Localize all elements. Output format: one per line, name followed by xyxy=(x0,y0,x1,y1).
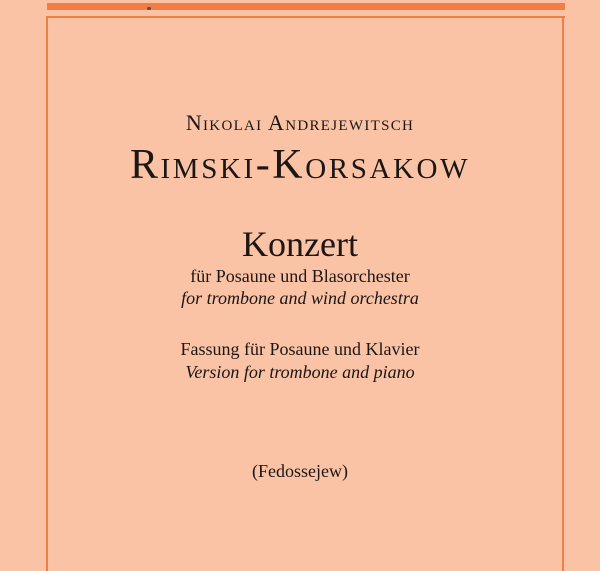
top-border-thick-rule xyxy=(47,3,565,10)
composer-first-name: Nikolai Andrejewitsch xyxy=(185,110,415,135)
work-title: Konzert xyxy=(242,224,358,264)
arranger-credit: (Fedossejew) xyxy=(252,461,348,481)
top-border-thin-rule xyxy=(47,16,565,18)
subtitle-english: for trombone and wind orchestra xyxy=(181,288,419,308)
version-english: Version for trombone and piano xyxy=(185,362,415,382)
print-speck xyxy=(147,7,151,10)
composer-last-name: Rimski-Korsakow xyxy=(129,142,471,188)
subtitle-german: für Posaune und Blasorchester xyxy=(190,266,410,286)
version-german: Fassung für Posaune und Klavier xyxy=(180,339,420,359)
